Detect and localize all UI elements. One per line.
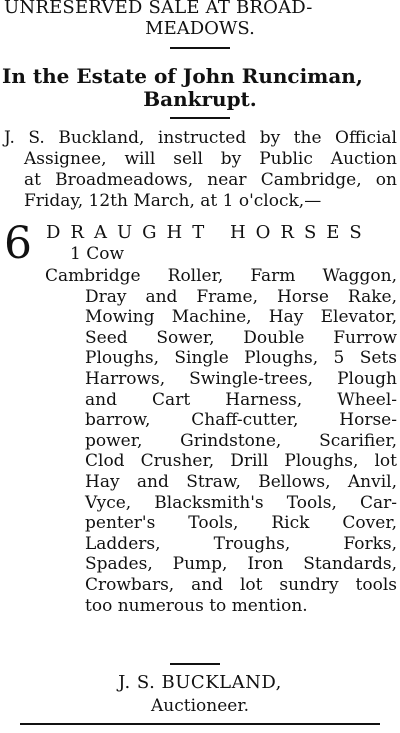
cow-line: 1 Cow [70,244,125,264]
divider [170,47,230,49]
item-line: Vyce, Blacksmith's Tools, Car- [85,492,397,513]
item-line: power, Grindstone, Scarifier, [85,430,397,451]
item-line: barrow, Chaff-cutter, Horse- [85,410,397,431]
headline-line-2: MEADOWS. [145,18,255,39]
item-line: Dray and Frame, Horse Rake, [85,286,397,307]
item-line: Cambridge Roller, Farm Waggon, [45,266,397,286]
item-line: Mowing Machine, Hay Elevator, [85,307,397,328]
intro-paragraph [4,128,397,212]
auctioneer-title: Auctioneer. [151,696,249,716]
estate-subheading: Bankrupt. [143,87,257,111]
auctioneer-name: J. S. BUCKLAND, [118,672,282,693]
intro-line: Assignee, will sell by Public Auction [24,149,397,169]
intro-line: J. S. Buckland, instructed by the Official [4,128,397,148]
item-line: Crowbars, and lot sundry tools [85,574,397,595]
item-line: Clod Crusher, Drill Ploughs, lot [85,451,397,472]
intro-line: at Broadmeadows, near Cambridge, on [24,170,397,190]
item-line: Hay and Straw, Bellows, Anvil, [85,471,397,492]
estate-heading: In the Estate of John Runciman, [2,64,363,88]
item-line: Ploughs, Single Ploughs, 5 Sets [85,348,397,369]
item-line: and Cart Harness, Wheel- [85,389,397,410]
headline-line-1: UNRESERVED SALE AT BROAD- [4,0,313,18]
item-line: Harrows, Swingle-trees, Plough [85,368,397,389]
divider [170,117,230,119]
items-list [45,266,397,616]
item-line: Ladders, Troughs, Forks, [85,533,397,554]
lot-count: 6 [4,218,32,269]
divider [170,663,220,665]
item-line: Seed Sower, Double Furrow [85,327,397,348]
item-line: too numerous to mention. [85,595,308,616]
item-line: Spades, Pump, Iron Standards, [85,554,397,575]
intro-line: Friday, 12th March, at 1 o'clock,— [24,191,322,211]
item-line: penter's Tools, Rick Cover, [85,513,397,534]
bottom-rule [20,723,380,725]
horses-heading: DRAUGHT HORSES [46,222,372,243]
